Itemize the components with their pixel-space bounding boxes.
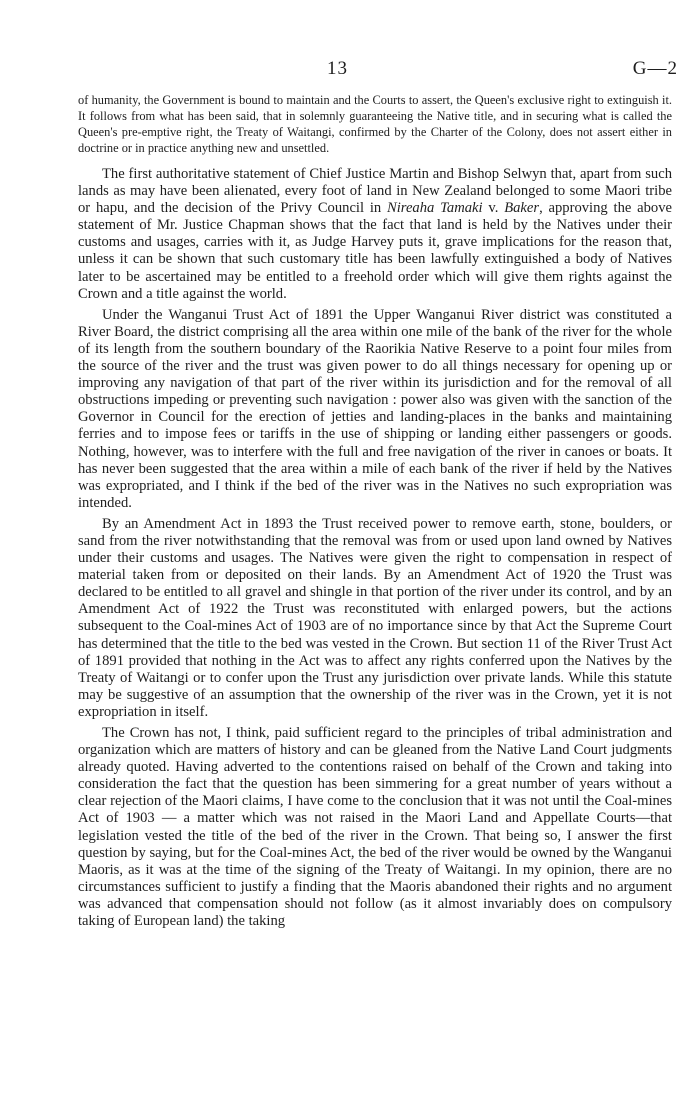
case-name: Nireaha Tamaki xyxy=(387,200,483,217)
paragraph-text: , approving the above statement of Mr. Justice Chapman shows that the fact that land is held by the Natives under their customs and usages, carries with it, as Judge Harvey puts it, grave implications for the reason that, unless it can be shown that such customary title has been lawfully extinguished a body of Natives later to be ascertained may be entitled to a freehold order which will give them rights against the Crown and a title against the world. xyxy=(78,200,672,302)
paragraph-authoritative-statement xyxy=(78,166,672,303)
document-reference: G—2 xyxy=(632,58,678,79)
page-number: 13 xyxy=(327,58,348,79)
paragraph-text: v. xyxy=(482,200,505,217)
page-header xyxy=(0,58,700,82)
paragraph-amendment-act: By an Amendment Act in 1893 the Trust received power to remove earth, stone, boulders, or sand from the river notwithstanding that the removal was from or used upon land owned by Natives under their customs and usages. The Natives were given the right to compensation in respect of material taken from or deposited on their lands. By an Amendment Act of 1920 the Trust was declared to be entitled to all gravel and shingle in that portion of the river under its control, and by an Amendment Act of 1922 the Trust was reconstituted with enlarged powers, but the actions subsequent to the Coal-mines Act of 1903 are of no importance since by that Act the Supreme Court has determined that the title to the bed was vested in the Crown. But section 11 of the River Trust Act of 1891 provided that nothing in the Act was to affect any rights conferred upon the Natives by the Treaty of Waitangi or to confer upon the Trust any jurisdiction over private lands. While this statute may be suggestive of an assumption that the ownership of the river was in the Crown, yet it is not expropriation in itself. xyxy=(78,515,672,720)
paragraph-crown-conclusion: The Crown has not, I think, paid sufficient regard to the principles of tribal administration and organization which are matters of history and can be gleaned from the Native Land Court judgments already quoted. Having adverted to the contentions raised on behalf of the Crown and taking into consideration the fact that the question has been simmering for a great number of years without a clear rejection of the Maori claims, I have come to the conclusion that it was not until the Coal-mines Act of 1903 — a matter which was not raised in the Maori Land and Appellate Courts—that legislation vested the title of the bed of the river in the Crown. That being so, I answer the first question by saying, but for the Coal-mines Act, the bed of the river would be owned by the Wanganui Maoris, as it was at the time of the signing of the Treaty of Waitangi. In my opinion, there are no circumstances sufficient to justify a finding that the Maoris abandoned their rights and no argument was advanced that compensation should not follow (as it almost invariably does on compulsory taking of European land) the taking xyxy=(78,725,672,930)
paragraph-continuation: of humanity, the Government is bound to maintain and the Courts to assert, the Queen's exclusive right to extinguish it. It follows from what has been said, that in solemnly guaranteeing the Native title, and in securing what is called the Queen's pre-emptive right, the Treaty of Waitangi, confirmed by the Charter of the Colony, does not assert either in doctrine or in practice anything new and unsettled. xyxy=(78,93,672,155)
paragraph-wanganui-trust-act: Under the Wanganui Trust Act of 1891 the Upper Wanganui River district was constituted a River Board, the district comprising all the area within one mile of the bank of the river for the whole of its length from the southern boundary of the Raorikia Native Reserve to a point four miles from the source of the river and the trust was given power to do all things necessary for opening up or improving any navigation of that part of the river within its jurisdiction and for the removal of all obstructions impeding or preventing such navigation : power also was given with the sanction of the Governor in Council for the erection of jetties and landing-places in the banks and maintaining ferries and to impose fees or tariffs in the use of shipping or landing either passengers or goods. Nothing, however, was to interfere with the full and free navigation of the river in canoes or boats. It has never been suggested that the area within a mile of each bank of the river if held by the Natives was expropriated, and I think if the bed of the river was in the Natives no such expropriation was intended. xyxy=(78,306,672,511)
body-text xyxy=(78,92,672,930)
paragraph-text: The first authoritative statement of Chief Justice Martin and Bishop Selwyn that, apart from such lands as may have been alienated, every foot of land in New Zealand belonged to some Maori tribe or hapu, and the decision of the Privy Council in xyxy=(78,166,672,217)
case-party: Baker xyxy=(504,200,540,217)
